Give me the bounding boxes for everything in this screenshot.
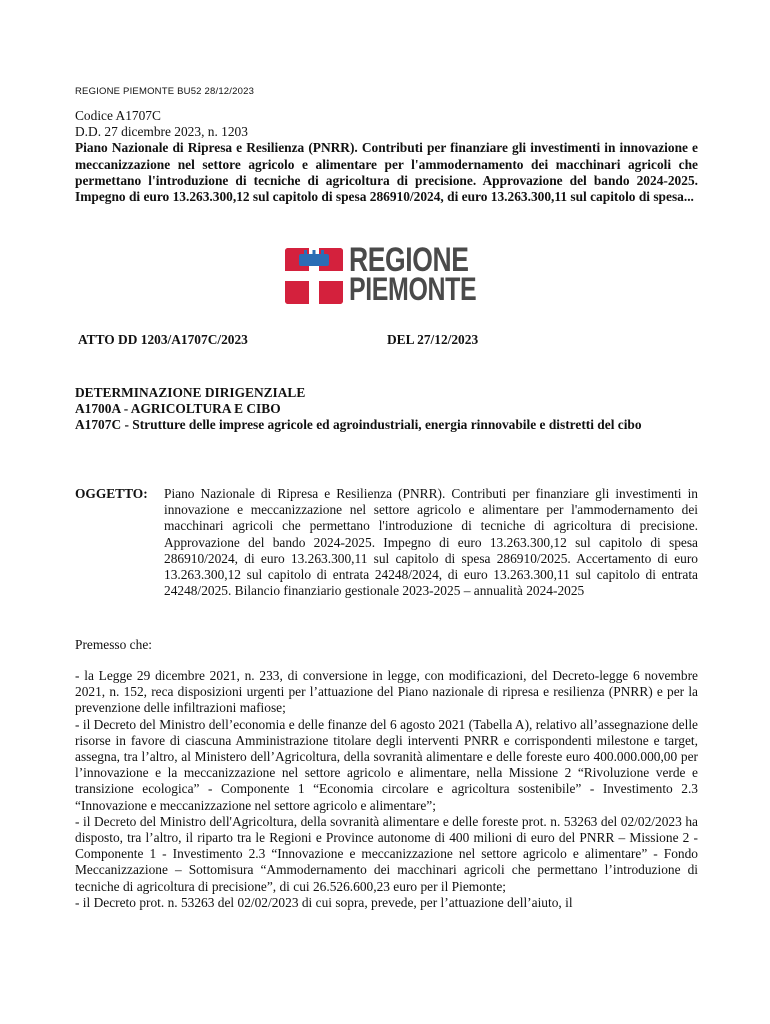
atto-number: ATTO DD 1203/A1707C/2023 [78, 332, 248, 347]
settore-line: A1707C - Strutture delle imprese agricole ed agroindustriali, energia rinnovabile e distretti del cibo [75, 417, 642, 433]
document-title: Piano Nazionale di Ripresa e Resilienza (PNRR). Contributi per finanziare gli investimenti in innovazione e meccanizzazione nel settore agricolo e alimentare per l'ammodernamento dei macchinari agricoli che permettano l'introduzione di tecniche di agricoltura di precisione. Approvazione del bando 2024-2025. Impegno di euro 13.263.300,12 sul capitolo di spesa 286910/2024, di euro 13.263.300,11 sul capitolo di spesa... [75, 140, 698, 205]
oggetto-label: OGGETTO: [75, 486, 148, 501]
determinazione-block [75, 385, 698, 434]
paragraph: - il Decreto prot. n. 53263 del 02/02/2023 di cui sopra, prevede, per l’attuazione dell’aiuto, il [75, 894, 573, 910]
oggetto-text: Piano Nazionale di Ripresa e Resilienza (PNRR). Contributi per finanziare gli investimenti in innovazione e meccanizzazione nel settore agricolo e alimentare per l'ammodernamento dei macchinari agricoli che permettano l'introduzione di tecniche di agricoltura di precisione. Approvazione del bando 2024-2025. Impegno di euro 13.263.300,12 sul capitolo di spesa 286910/2024, di euro 13.263.300,11 sul capitolo di spesa 286910/2025. Accertamento di euro 13.263.300,12 sul capitolo di entrata 24248/2024, di euro 13.263.300,11 sul capitolo di entrata 24248/2025. Bilancio finanziario gestionale 2023-2025 – annualità 2024-2025 [164, 486, 698, 599]
codice-line: Codice A1707C [75, 108, 161, 123]
direzione-line: A1700A - AGRICOLTURA E CIBO [75, 401, 281, 417]
logo-line-regione: REGIONE [349, 241, 469, 279]
regione-piemonte-emblem-icon [285, 248, 343, 304]
logo-wordmark [349, 241, 477, 307]
paragraph: - la Legge 29 dicembre 2021, n. 233, di conversione in legge, con modificazioni, del Decreto-legge 6 novembre 2021, n. 152, reca disposizioni urgenti per l’attuazione del Piano nazionale di ripresa e resilienza (PNRR) e per la prevenzione delle infiltrazioni mafiose; [75, 668, 698, 716]
body-paragraphs [75, 668, 698, 911]
logo-line-piemonte: PIEMONTE [349, 271, 477, 307]
paragraph: - il Decreto del Ministro dell’economia e delle finanze del 6 agosto 2021 (Tabella A), relativo all’assegnazione delle risorse in favore di ciascuna Amministrazione titolare degli interventi PNRR e corrispondenti milestone e target, assegna, tra l’altro, al Ministero dell’Agricoltura, della sovranità alimentare e delle foreste euro 400.000.000,00 per l’innovazione e la meccanizzazione nel settore agricolo e alimentare, nella Missione 2 “Rivoluzione verde e transizione ecologica” - Componente 1 “Economia circolare e agricoltura sostenibile” - Investimento 2.3 “Innovazione e meccanizzazione nel settore agricolo e alimentare”; [75, 716, 698, 813]
paragraph: - il Decreto del Ministro dell'Agricoltura, della sovranità alimentare e delle foreste prot. n. 53263 del 02/02/2023 ha disposto, tra l’altro, il riparto tra le Regioni e Province autonome di 400 milioni di euro del PNRR – Missione 2 - Componente 1 - Investimento 2.3 “Innovazione e meccanizzazione nel settore agricolo e alimentare” - Fondo Meccanizzazione – Sottomisura “Ammodernamento dei macchinari agricoli che permettano l’introduzione di tecniche di agricoltura di precisione”, di cui 26.526.600,23 euro per il Piemonte; [75, 813, 698, 894]
oggetto-block [75, 486, 698, 599]
atto-date: DEL 27/12/2023 [387, 332, 479, 347]
premesso-heading: Premesso che: [75, 637, 152, 652]
determinazione-type: DETERMINAZIONE DIRIGENZIALE [75, 385, 306, 400]
bulletin-header: REGIONE PIEMONTE BU52 28/12/2023 [75, 86, 255, 97]
intro-block [75, 108, 698, 205]
dd-line: D.D. 27 dicembre 2023, n. 1203 [75, 124, 248, 140]
regione-piemonte-logo [285, 241, 490, 307]
